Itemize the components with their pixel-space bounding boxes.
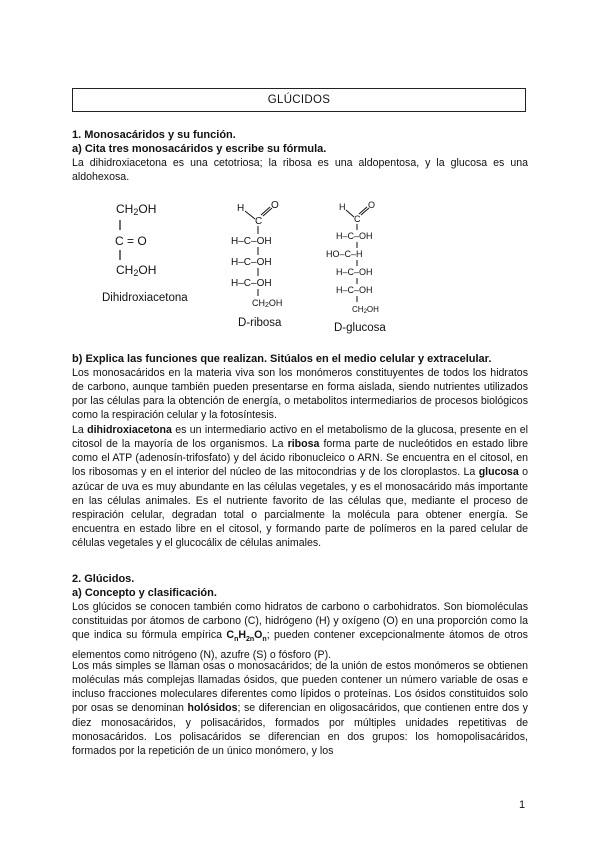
svg-text:H–C–OH: H–C–OH xyxy=(231,278,272,289)
text-run: es un intermediario activo en el metabolismo de la glucosa, presente en el citosol de la mayoría de los organismos. La xyxy=(72,424,528,451)
svg-text:HO–C–H: HO–C–H xyxy=(326,249,363,259)
bold-term: dihidroxiacetona xyxy=(87,424,172,436)
svg-text:H–C–OH: H–C–OH xyxy=(336,231,373,241)
text-run: forma parte de nucleótidos en estado libre como el ATP (adenosín-trifosfato) y del ácido ribonucleico o ARN. Se encuentra en el citosol, en los ribosomas y en el interior del núcleo de las mitocondrias y de los cloroplastos. La xyxy=(72,438,528,479)
svg-text:CH2OH: CH2OH xyxy=(352,305,379,315)
svg-text:O: O xyxy=(271,200,279,211)
glucosa-caption: D-glucosa xyxy=(334,322,386,334)
svg-text:C: C xyxy=(354,214,361,224)
section-1-intro: La dihidroxiacetona es una cetotriosa; la ribosa es una aldopentosa, y la glucosa es una aldohexosa. xyxy=(72,157,528,184)
svg-text:CH2OH: CH2OH xyxy=(116,263,157,278)
dihidroxiacetona-caption: Dihidroxiacetona xyxy=(102,292,188,304)
section-1-heading: 1. Monosacáridos y su función. xyxy=(72,129,236,141)
section-2-question-a: a) Concepto y clasificación. xyxy=(72,587,217,599)
text-run: Los glúcidos se conocen también como hidratos de carbono o carbohidratos. Son biomoléculas constituidas por átomos de carbono (C), hidrógeno (H) y oxígeno (O) en una proporción como la que indica su fórmula empírica xyxy=(72,601,528,642)
svg-text:CH2OH: CH2OH xyxy=(116,202,157,217)
bold-term: glucosa xyxy=(478,466,519,479)
svg-text:H: H xyxy=(237,203,245,214)
page-number: 1 xyxy=(519,799,526,811)
section-2-paragraph-1 xyxy=(72,600,528,662)
glucosa-structure xyxy=(326,198,416,333)
ribosa-caption: D-ribosa xyxy=(238,317,282,329)
svg-text:C: C xyxy=(255,216,263,227)
section-1-question-a: a) Cita tres monosacáridos y escribe su fórmula. xyxy=(72,143,327,155)
svg-text:H–C–OH: H–C–OH xyxy=(231,257,272,268)
svg-text:O: O xyxy=(368,200,376,210)
section-1-question-b: b) Explica las funciones que realizan. Sitúalos en el medio celular y extracelular. xyxy=(72,353,492,365)
section-1-paragraph-1: Los monosacáridos en la materia viva son los monómeros constituyentes de todos los hidratos de carbono, aunque también pueden presentarse en forma aislada, siendo nutrientes utilizados por las células para la obtención de energía, o metabolitos intermediarios de procesos biológicos como la respiración celular y la fotosíntesis. xyxy=(72,367,528,422)
section-2-paragraph-2 xyxy=(72,659,528,758)
text-run: ; se diferencian en oligosacáridos, que contienen entre dos y diez monosacáridos, y polisacáridos, formados por múltiples unidades repetitivas de monosacáridos. Los polisacáridos se diferencian en dos grupos: los homopolisacáridos, formados por la repetición de un único monómero, y los xyxy=(72,702,528,757)
section-1-paragraph-2 xyxy=(72,423,528,550)
ribosa-structure xyxy=(228,198,318,318)
document-title xyxy=(72,88,526,112)
document-title-text: GLÚCIDOS xyxy=(267,94,331,106)
text-run: ; pueden contener excepcionalmente átomos de otros elementos como nitrógeno (N), azufre (S) o fósforo (P). xyxy=(72,629,528,661)
text-run: o azúcar de uva es muy abundante en las células vegetales, y es el monosacárido más importante en las células animales. Es el nutriente favorito de las células que, mediante el proceso de respiración celular, degradan total o parcialmente la molécula para obtener energía. Se encuentra en estado libre en el citosol, y formando parte de polímeros en la pared celular de células vegetales y el glucocálix de células animales. xyxy=(72,466,528,550)
bold-term: ribosa xyxy=(287,438,320,451)
section-2-heading: 2. Glúcidos. xyxy=(72,573,135,585)
empirical-formula: $C_nH_{2n}O_n$ xyxy=(226,629,267,644)
bold-term: holósidos xyxy=(187,702,238,715)
svg-text:CH2OH: CH2OH xyxy=(252,298,283,309)
svg-text:H–C–OH: H–C–OH xyxy=(336,267,373,277)
text-run: La xyxy=(72,424,88,436)
svg-text:C = O: C = O xyxy=(115,234,147,248)
svg-text:H–C–OH: H–C–OH xyxy=(231,236,272,247)
text-run: Los más simples se llaman osas o monosacáridos; de la unión de estos monómeros se obtienen moléculas más complejas llamadas ósidos, que pueden contener un número variable de osas e incluso fracciones moleculares diferentes como lípidos o proteínas. Los ósidos constituidos solo por osas se denominan xyxy=(72,660,528,715)
svg-text:H–C–OH: H–C–OH xyxy=(336,285,373,295)
svg-text:H: H xyxy=(339,202,346,212)
